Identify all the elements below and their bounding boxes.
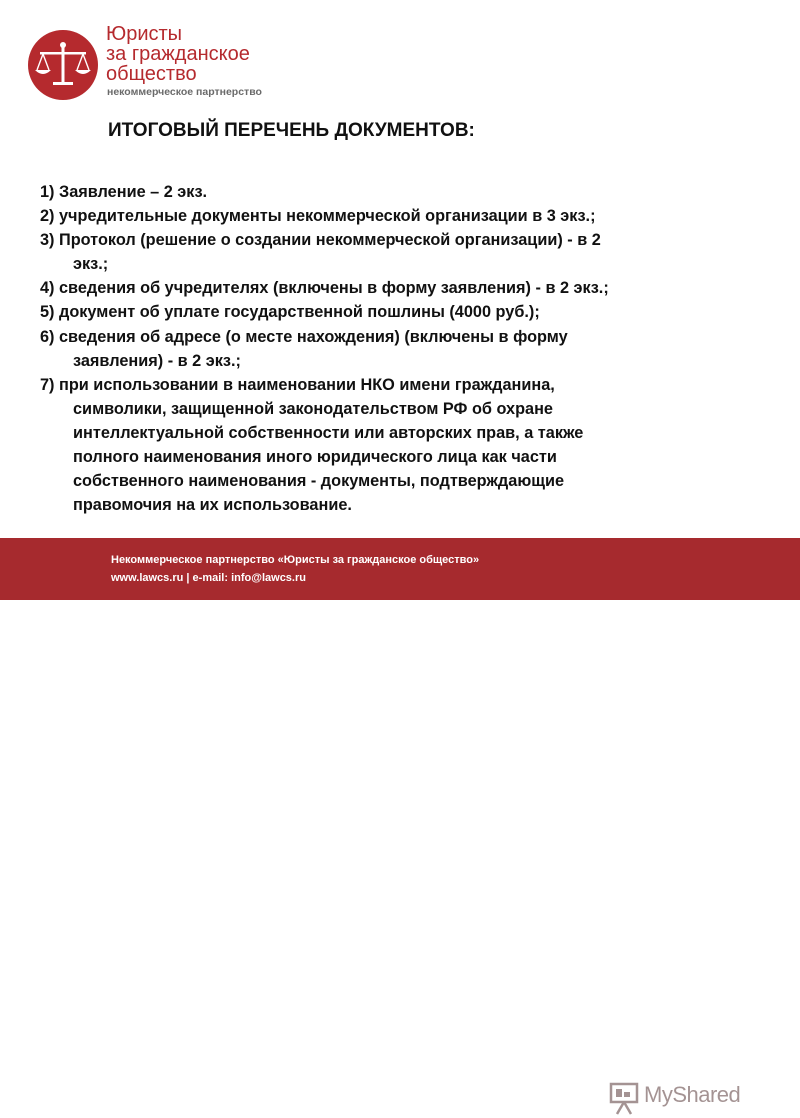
list-item-line: экз.; <box>73 255 109 274</box>
list-item-line: 3) Протокол (решение о создании некоммерческой организации) - в 2 <box>40 231 601 250</box>
footer-separator: | <box>186 572 190 584</box>
logo-name <box>106 24 250 84</box>
logo-line-2: за гражданское <box>106 43 250 65</box>
list-item-line: полного наименования иного юридического лица как части <box>73 448 557 467</box>
list-item-line: собственного наименования - документы, подтверждающие <box>73 472 565 491</box>
list-item-line: заявления) - в 2 экз.; <box>73 351 241 370</box>
footer <box>0 538 800 1107</box>
footer-email-link[interactable]: info@lawcs.ru <box>231 572 306 584</box>
list-item <box>40 204 760 228</box>
list-item <box>40 180 760 204</box>
list-item-line: 5) документ об уплате государственной пошлины (4000 руб.); <box>40 303 540 322</box>
list-item <box>40 373 760 518</box>
list-item-line: 4) сведения об учредителях (включены в форму заявления) - в 2 экз.; <box>40 279 609 298</box>
list-item-line: правомочия на их использование. <box>73 496 352 515</box>
list-item-line: интеллектуальной собственности или авторских прав, а также <box>73 423 584 442</box>
footer-org-name: Некоммерческое партнерство «Юристы за гражданское общество» <box>111 554 480 566</box>
list-item-line: 6) сведения об адресе (о месте нахождения) (включены в форму <box>40 327 568 346</box>
list-item-line: 2) учредительные документы некоммерческой организации в 3 экз.; <box>40 207 596 226</box>
footer-contacts <box>111 572 306 584</box>
list-item-line: 1) Заявление – 2 экз. <box>40 183 208 201</box>
logo-line-3: общество <box>106 63 197 85</box>
page-title: ИТОГОВЫЙ ПЕРЕЧЕНЬ ДОКУМЕНТОВ: <box>108 120 475 141</box>
list-item <box>40 228 760 276</box>
watermark-text: MyShared <box>644 1082 741 1107</box>
list-item <box>40 276 760 300</box>
watermark <box>608 1078 778 1118</box>
footer-email-label: e-mail: <box>192 572 229 584</box>
scales-of-justice-icon <box>28 30 98 100</box>
logo-line-1: Юристы <box>106 23 183 45</box>
logo-emblem <box>28 30 98 100</box>
list-item-line: символики, защищенной законодательством РФ об охране <box>73 399 553 418</box>
org-logo <box>28 22 328 104</box>
list-item <box>40 300 760 324</box>
logo-subtitle: некоммерческое партнерство <box>107 86 262 98</box>
footer-site-link[interactable]: www.lawcs.ru <box>111 572 184 584</box>
list-item-line: 7) при использовании в наименовании НКО имени гражданина, <box>40 375 555 394</box>
presentation-board-icon <box>608 1082 640 1116</box>
list-item <box>40 325 760 373</box>
document-list <box>40 180 760 517</box>
